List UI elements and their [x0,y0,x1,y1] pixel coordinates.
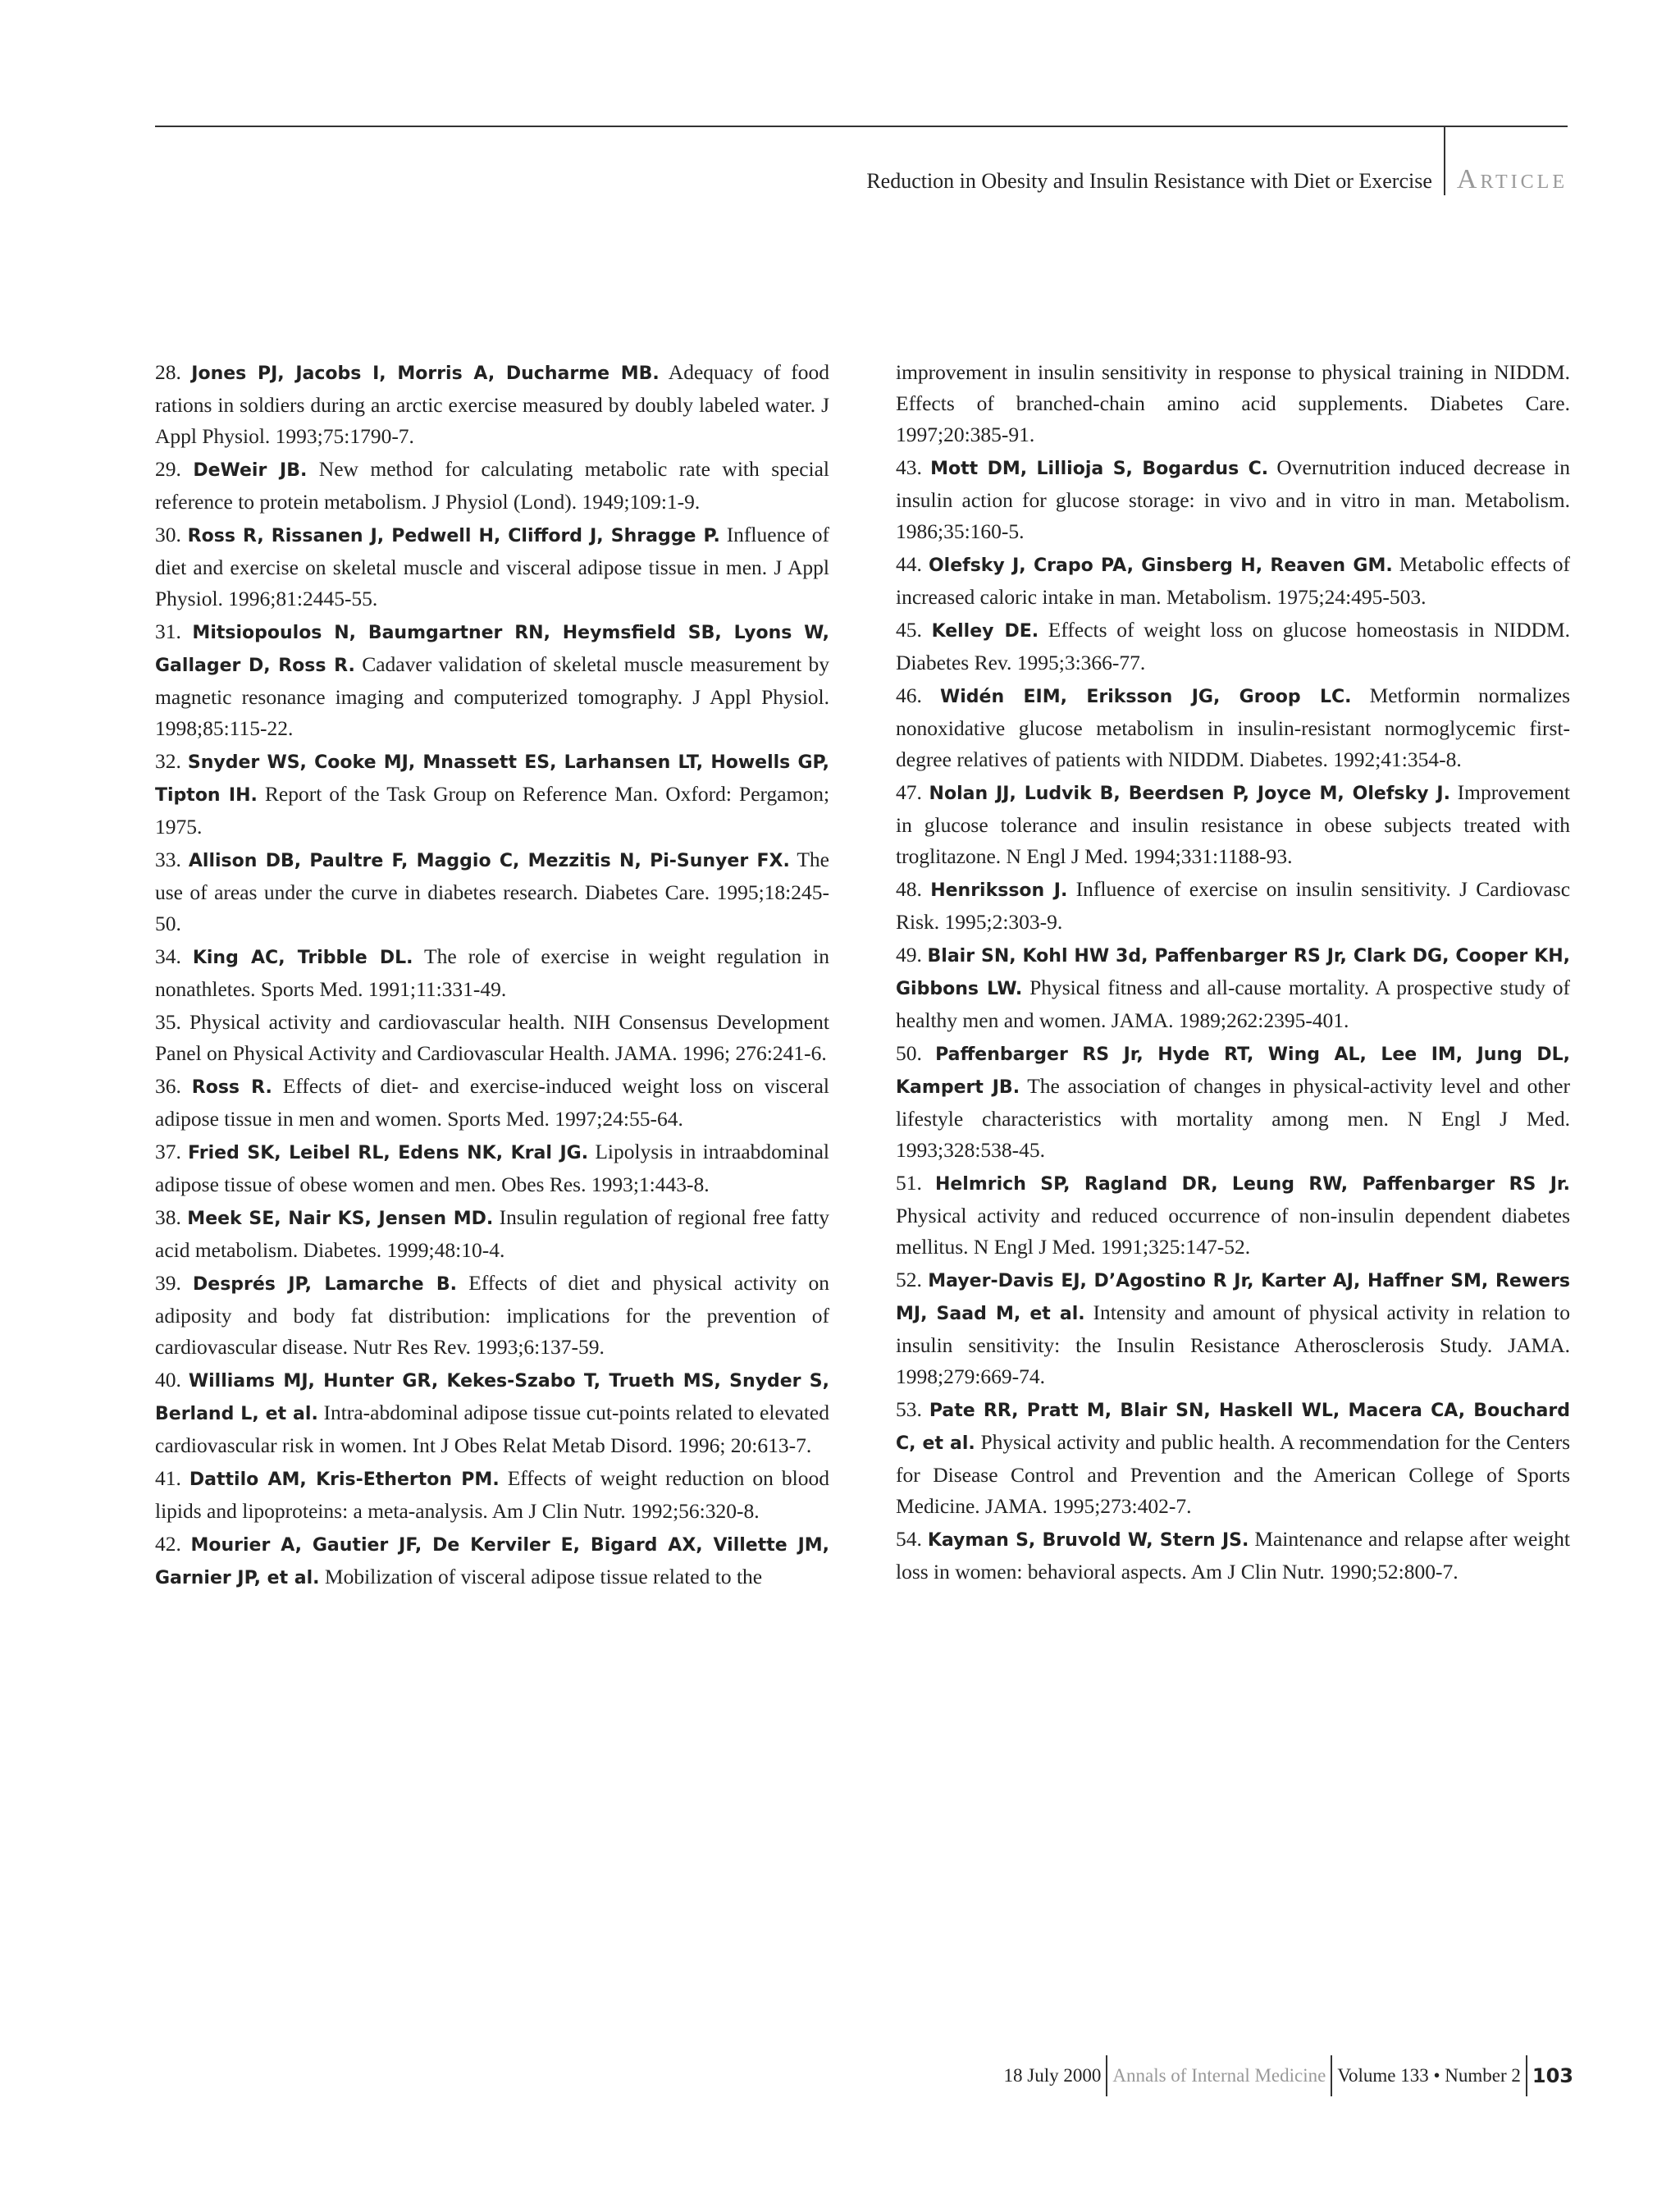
reference-item [155,1463,829,1527]
reference-authors: Kelley DE. [931,621,1039,642]
reference-item [155,1202,829,1266]
reference-number: 29. [155,457,181,481]
reference-number: 28. [155,360,181,384]
reference-number: 53. [896,1397,922,1421]
reference-text: The use of areas under the curve in diabetes research. Diabetes Care. 1995;18:245-50. [155,848,830,935]
reference-text: Insulin regulation of regional free fatty acid metabolism. Diabetes. 1999;48:10-4. [155,1205,830,1262]
reference-number: 46. [896,683,922,707]
page-number: 103 [1532,2064,1573,2087]
reference-item [155,1007,829,1069]
footer-volume: Volume 133 • Number 2 [1337,2065,1521,2086]
reference-text: Intensity and amount of physical activity in relation to insulin sensitivity: the Insulin Resistance Atherosclerosis Study. JAMA. 1998;279:669-74. [896,1300,1571,1388]
reference-number: 39. [155,1271,181,1295]
reference-number: 32. [155,749,181,773]
reference-authors: Fried SK, Leibel RL, Edens NK, Kral JG. [188,1143,589,1163]
reference-text: Metabolic effects of increased caloric intake in man. Metabolism. 1975;24:495-503. [896,552,1571,609]
reference-text: Physical activity and reduced occurrence of non-insulin dependent diabetes mellitus. N Engl J Med. 1991;325:147-52. [896,1204,1570,1259]
reference-authors: Dattilo AM, Kris-Etherton PM. [189,1469,500,1490]
reference-number: 41. [155,1466,181,1490]
references-left-column [155,357,829,1596]
reference-text: improvement in insulin sensitivity in response to physical training in NIDDM. Effects of branched-chain amino acid supplements. Diabetes Care. 1997;20:385-91. [896,360,1570,446]
reference-number: 45. [896,618,922,642]
reference-item [155,519,829,615]
reference-item [896,939,1570,1036]
reference-item [896,1038,1570,1166]
reference-number: 42. [155,1532,181,1556]
reference-text: New method for calculating metabolic rate with special reference to protein metabolism. J Physiol (Lond). 1949;109:1-9. [155,457,830,514]
reference-text: Effects of diet and physical activity on adiposity and body fat distribution: implications for the prevention of cardiovascular disease. Nutr Res Rev. 1993;6:137-59. [155,1271,830,1359]
reference-number: 52. [896,1268,922,1291]
reference-number: 50. [896,1041,922,1065]
footer-journal: Annals of Internal Medicine [1112,2065,1326,2086]
references-right-column [896,357,1570,1589]
reference-authors: DeWeir JB. [193,460,308,481]
reference-text: Influence of diet and exercise on skeletal muscle and visceral adipose tissue in men. J Appl Physiol. 1996;81:2445-55. [155,523,829,610]
reference-authors: Snyder WS, Cooke MJ, Mnassett ES, Larhansen LT, Howells GP, Tipton IH. [155,752,830,806]
reference-text: Report of the Task Group on Reference Man. Oxford: Pergamon; 1975. [155,782,830,839]
reference-number: 47. [896,780,922,804]
section-label: Article [1456,164,1568,194]
reference-authors: Kayman S, Bruvold W, Stern JS. [927,1530,1249,1551]
reference-number: 43. [896,455,922,479]
reference-number: 38. [155,1205,181,1229]
reference-item [155,746,829,843]
reference-item [155,1364,829,1461]
reference-text: Lipolysis in intraabdominal adipose tissue of obese women and men. Obes Res. 1993;1:443-8. [155,1140,830,1196]
reference-authors: Widén EIM, Eriksson JG, Groop LC. [939,687,1352,707]
reference-number: 51. [896,1171,922,1195]
reference-authors: Blair SN, Kohl HW 3d, Paffenbarger RS Jr, Clark DG, Cooper KH, Gibbons LW. [896,946,1570,999]
reference-authors: Helmrich SP, Ragland DR, Leung RW, Paffenbarger RS Jr. [934,1174,1570,1195]
reference-text: Cadaver validation of skeletal muscle measurement by magnetic resonance imaging and computerized tomography. J Appl Physiol. 1998;85:115-22. [155,652,830,740]
reference-item [896,1394,1570,1522]
reference-item [896,680,1570,775]
running-title: Reduction in Obesity and Insulin Resistance with Diet or Exercise [866,169,1432,193]
reference-authors: King AC, Tribble DL. [192,948,413,968]
reference-item [896,874,1570,938]
reference-item [155,1529,829,1594]
reference-item [896,549,1570,613]
reference-item [896,615,1570,679]
reference-item [155,1268,829,1363]
reference-text: Influence of exercise on insulin sensitivity. J Cardiovasc Risk. 1995;2:303-9. [896,877,1571,934]
reference-text: Metformin normalizes nonoxidative glucose metabolism in insulin-resistant normoglycemic first-degree relatives of patients with NIDDM. Diabetes. 1992;41:354-8. [896,683,1571,771]
reference-number: 37. [155,1140,181,1163]
reference-authors: Meek SE, Nair KS, Jensen MD. [187,1209,494,1229]
reference-text: Mobilization of visceral adipose tissue related to the [324,1565,763,1588]
reference-number: 35. [155,1010,181,1034]
reference-authors: Williams MJ, Hunter GR, Kekes-Szabo T, Trueth MS, Snyder S, Berland L, et al. [155,1371,829,1424]
reference-text: Effects of weight reduction on blood lipids and lipoproteins: a meta-analysis. Am J Clin Nutr. 1992;56:320-8. [155,1466,830,1523]
reference-number: 36. [155,1074,181,1098]
reference-number: 54. [896,1527,922,1551]
reference-item [155,357,829,452]
reference-text: Intra-abdominal adipose tissue cut-points related to elevated cardiovascular risk in women. Int J Obes Relat Metab Disord. 1996; 20:613-7. [155,1401,829,1457]
reference-authors: Mitsiopoulos N, Baumgartner RN, Heymsfield SB, Lyons W, Gallager D, Ross R. [155,623,829,676]
reference-text: Effects of diet- and exercise-induced weight loss on visceral adipose tissue in men and women. Sports Med. 1997;24:55-64. [155,1074,830,1131]
reference-authors: Mayer-Davis EJ, D’Agostino R Jr, Karter AJ, Haffner SM, Rewers MJ, Saad M, et al. [896,1271,1571,1324]
reference-number: 48. [896,877,922,901]
reference-item [896,777,1570,872]
reference-text: Maintenance and relapse after weight loss in women: behavioral aspects. Am J Clin Nutr. 1990;52:800-7. [896,1527,1570,1584]
reference-number: 31. [155,619,181,643]
reference-item [155,1071,829,1135]
reference-item [896,1168,1570,1263]
reference-text: Overnutrition induced decrease in insulin action for glucose storage: in vivo and in vitro in man. Metabolism. 1986;35:160-5. [896,455,1570,543]
reference-text: The association of changes in physical-activity level and other lifestyle characteristics with mortality among men. N Engl J Med. 1993;328:538-45. [896,1074,1570,1162]
reference-authors: Olefsky J, Crapo PA, Ginsberg H, Reaven GM. [928,555,1393,576]
reference-text: Physical fitness and all-cause mortality. A prospective study of healthy men and women. JAMA. 1989;262:2395-401. [896,976,1571,1032]
reference-number: 34. [155,944,181,968]
reference-authors: Ross R, Rissanen J, Pedwell H, Clifford J, Shragge P. [187,526,720,546]
footer-divider [1526,2055,1527,2096]
reference-authors: Pate RR, Pratt M, Blair SN, Haskell WL, Macera CA, Bouchard C, et al. [896,1401,1570,1454]
reference-item [155,1136,829,1200]
reference-number: 33. [155,848,181,871]
reference-text: The role of exercise in weight regulation in nonathletes. Sports Med. 1991;11:331-49. [155,944,829,1001]
reference-authors: Mott DM, Lillioja S, Bogardus C. [930,459,1269,479]
footer-divider [1331,2055,1332,2096]
reference-number: 40. [155,1368,181,1392]
page-footer [1004,2055,1573,2096]
reference-authors: Ross R. [191,1077,272,1098]
running-head [866,126,1568,195]
reference-number: 44. [896,552,922,576]
footer-date: 18 July 2000 [1003,2065,1102,2086]
reference-item [155,616,829,744]
reference-authors: Després JP, Lamarche B. [193,1274,458,1295]
reference-text: Physical activity and public health. A recommendation for the Centers for Disease Control and Prevention and the American College of Sports Medicine. JAMA. 1995;273:402-7. [896,1430,1570,1518]
reference-item [896,1264,1570,1392]
reference-text: Improvement in glucose tolerance and insulin resistance in obese subjects treated with troglitazone. N Engl J Med. 1994;331:1188-93. [896,780,1571,868]
reference-item [155,454,829,518]
reference-authors: Mourier A, Gautier JF, De Kerviler E, Bigard AX, Villette JM, Garnier JP, et al. [155,1535,830,1588]
reference-authors: Nolan JJ, Ludvik B, Beerdsen P, Joyce M, Olefsky J. [929,784,1450,804]
reference-authors: Henriksson J. [930,880,1068,901]
reference-number: 49. [896,943,922,967]
reference-item [896,357,1570,450]
reference-item [896,1524,1570,1588]
reference-item [155,844,829,939]
reference-item [896,452,1570,547]
reference-number: 30. [155,523,181,546]
footer-divider [1106,2055,1107,2096]
reference-authors: Jones PJ, Jacobs I, Morris A, Ducharme MB. [191,363,660,384]
reference-authors: Paffenbarger RS Jr, Hyde RT, Wing AL, Lee IM, Jung DL, Kampert JB. [896,1044,1570,1098]
reference-text: Effects of weight loss on glucose homeostasis in NIDDM. Diabetes Rev. 1995;3:366-77. [896,618,1571,674]
reference-text: Adequacy of food rations in soldiers during an arctic exercise measured by doubly labeled water. J Appl Physiol. 1993;75:1790-7. [155,360,829,448]
reference-item [155,941,829,1005]
reference-text: Physical activity and cardiovascular health. NIH Consensus Development Panel on Physical Activity and Cardiovascular Health. JAMA. 1996; 276:241-6. [155,1010,829,1065]
reference-authors: Allison DB, Paultre F, Maggio C, Mezzitis N, Pi-Sunyer FX. [188,851,790,871]
